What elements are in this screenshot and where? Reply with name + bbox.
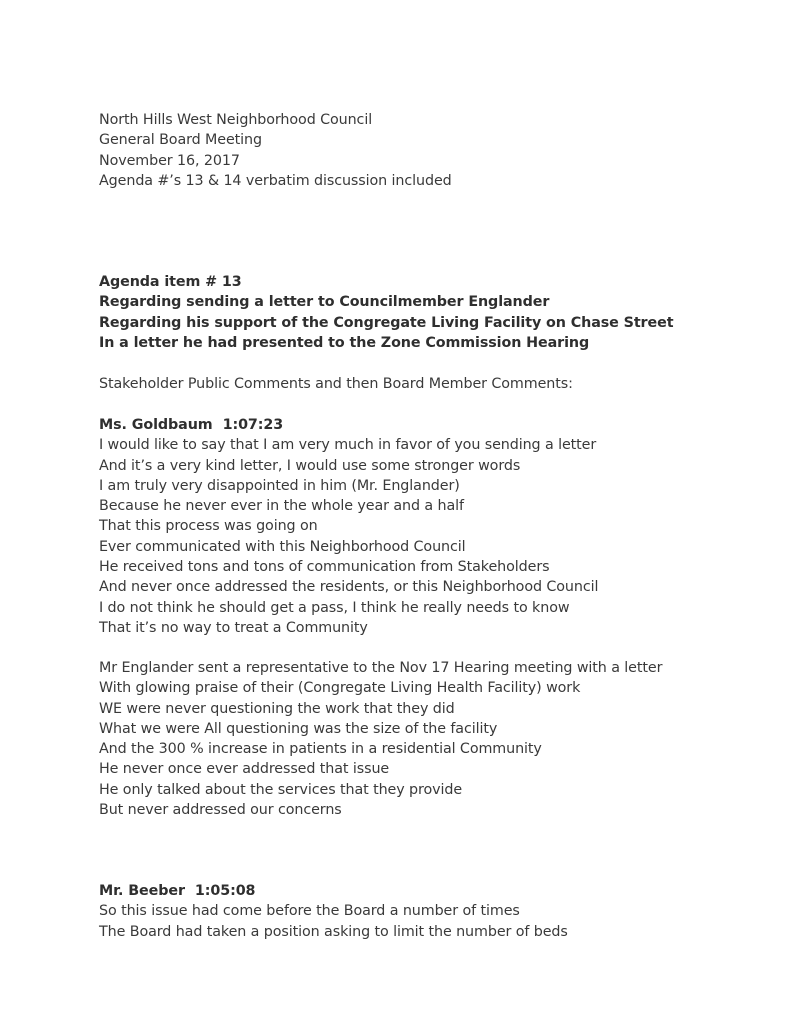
speaker-heading xyxy=(99,415,759,435)
speaker-timestamp: 1:07:23 xyxy=(222,417,284,433)
speaker-name: Mr. Beeber xyxy=(99,883,185,899)
transcript-line: What we were All questioning was the size of the facility xyxy=(99,720,498,737)
meeting-header xyxy=(99,110,759,191)
agenda-item-subject: Regarding his support of the Congregate Living Facility on Chase Street xyxy=(99,314,674,331)
transcript-line: The Board had taken a position asking to limit the number of beds xyxy=(99,923,568,940)
transcript-line: With glowing praise of their (Congregate Living Health Facility) work xyxy=(99,680,581,697)
agenda-item-number: Agenda item # 13 xyxy=(99,274,242,290)
transcript-line: Because he never ever in the whole year and a half xyxy=(99,498,464,515)
speaker-timestamp: 1:05:08 xyxy=(194,883,256,899)
meeting-note: Agenda #’s 13 & 14 verbatim discussion included xyxy=(99,172,452,189)
speaker-name: Ms. Goldbaum xyxy=(99,417,213,433)
transcript-line: He only talked about the services that they provide xyxy=(99,781,463,798)
comments-intro-text: Stakeholder Public Comments and then Board Member Comments: xyxy=(99,376,573,392)
meeting-type: General Board Meeting xyxy=(99,132,262,149)
transcript-line: That this process was going on xyxy=(99,518,318,535)
goldbaum-comment xyxy=(99,415,759,638)
agenda-item-subject: Regarding sending a letter to Councilmember Englander xyxy=(99,294,550,311)
agenda-item-heading xyxy=(99,272,759,353)
meeting-date: November 16, 2017 xyxy=(99,152,240,169)
transcript-line: Mr Englander sent a representative to the Nov 17 Hearing meeting with a letter xyxy=(99,660,663,676)
transcript-line: That it’s no way to treat a Community xyxy=(99,619,368,636)
transcript-line: And never once addressed the residents, or this Neighborhood Council xyxy=(99,579,599,596)
transcript-line: And it’s a very kind letter, I would use some stronger words xyxy=(99,457,521,474)
comments-intro xyxy=(99,374,759,394)
transcript-line: I do not think he should get a pass, I think he really needs to know xyxy=(99,599,570,616)
agenda-item-subject: In a letter he had presented to the Zone Commission Hearing xyxy=(99,334,590,351)
transcript-line: And the 300 % increase in patients in a residential Community xyxy=(99,741,542,758)
transcript-line: I would like to say that I am very much in favor of you sending a letter xyxy=(99,437,597,454)
transcript-line: I am truly very disappointed in him (Mr. Englander) xyxy=(99,477,460,494)
goldbaum-comment-continued xyxy=(99,658,759,820)
transcript-line: WE were never questioning the work that they did xyxy=(99,700,455,717)
transcript-line: But never addressed our concerns xyxy=(99,802,342,819)
transcript-line: So this issue had come before the Board a number of times xyxy=(99,903,520,920)
council-name: North Hills West Neighborhood Council xyxy=(99,112,373,128)
speaker-heading xyxy=(99,881,759,901)
transcript-line: He received tons and tons of communication from Stakeholders xyxy=(99,559,550,576)
transcript-line: He never once ever addressed that issue xyxy=(99,761,390,778)
transcript-line: Ever communicated with this Neighborhood Council xyxy=(99,538,466,555)
beeber-comment xyxy=(99,881,759,942)
